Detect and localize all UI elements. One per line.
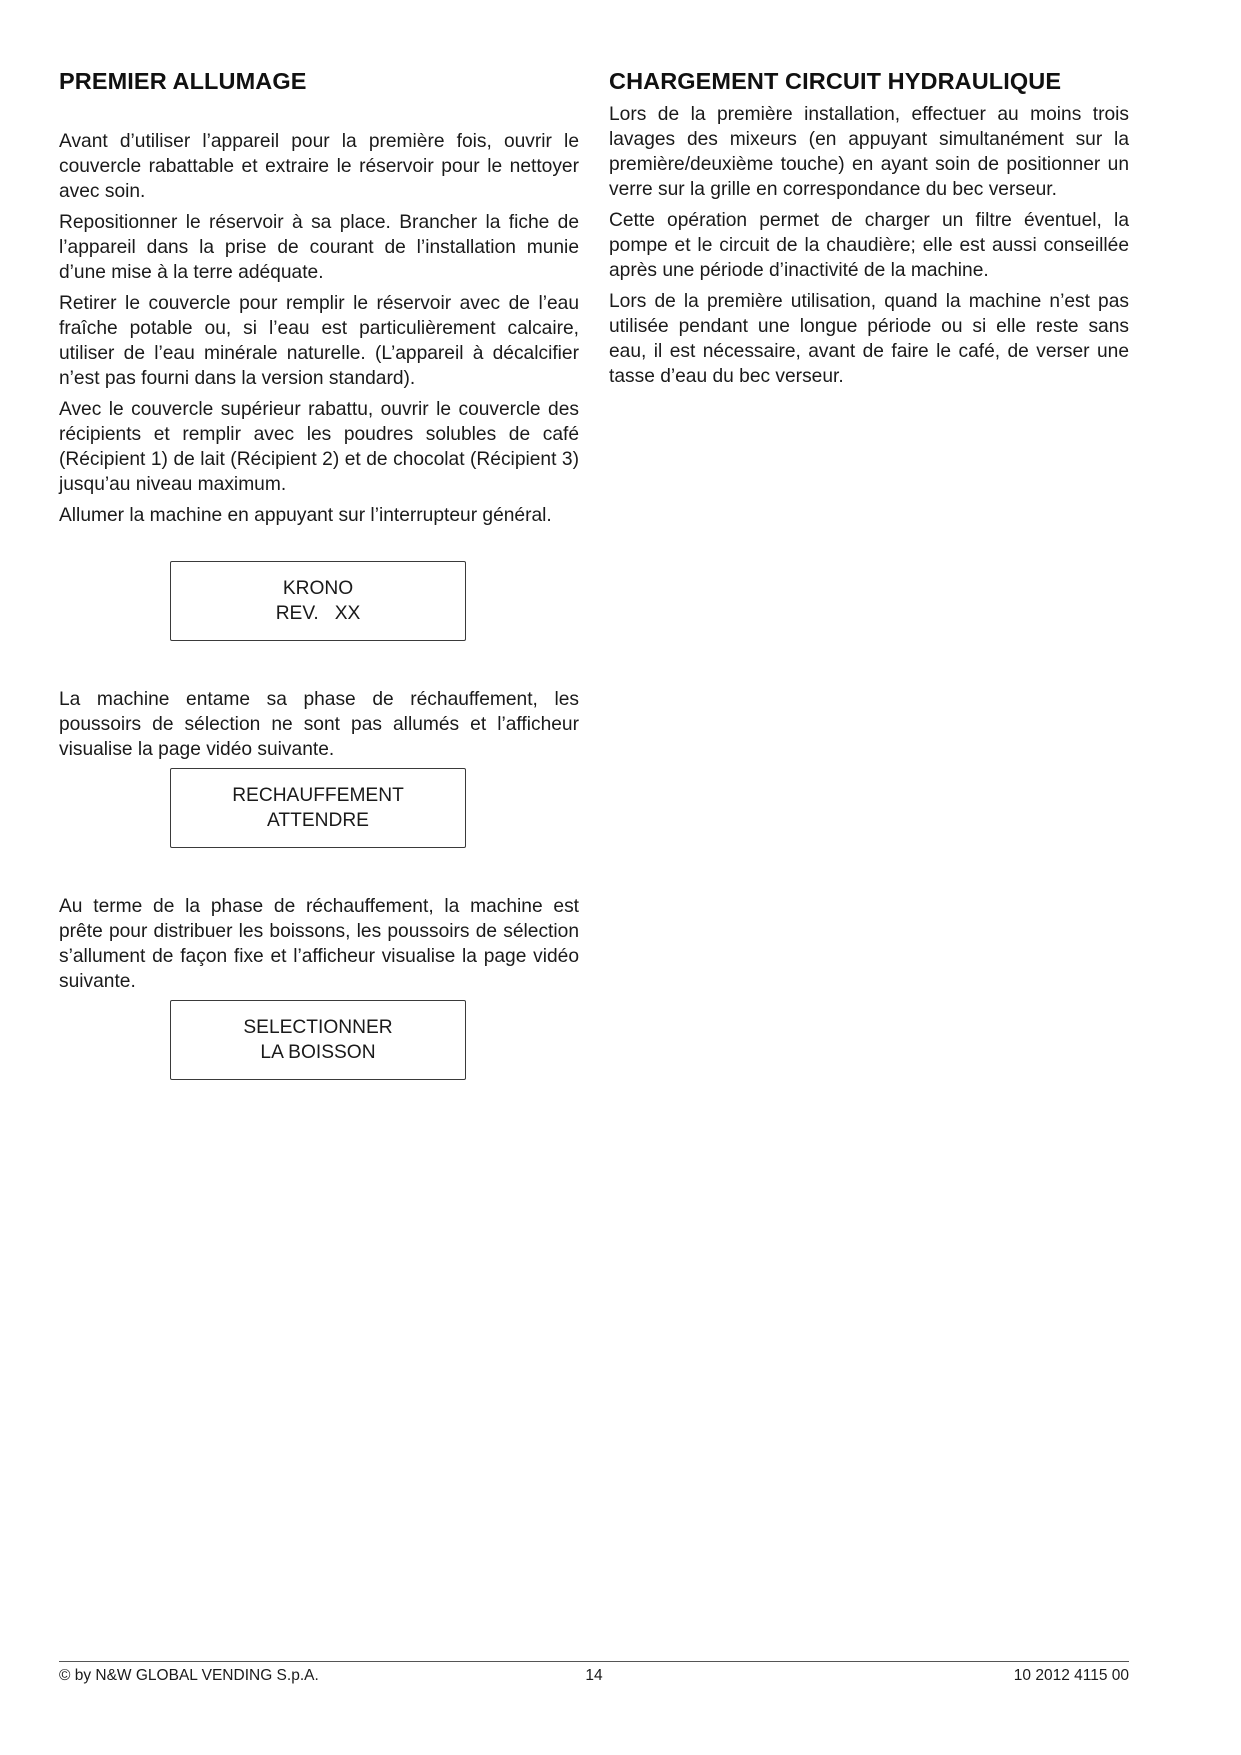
paragraph: La machine entame sa phase de réchauffement, les poussoirs de sélection ne sont pas allumés et l’afficheur visualise la page vidéo suivante. [59, 689, 579, 760]
display-screen-rechauffement [170, 768, 466, 848]
paragraph: Repositionner le réservoir à sa place. Brancher la fiche de l’appareil dans la prise de courant de l’installation munie d’une mise à la terre adéquate. [59, 212, 579, 283]
display-line: LA BOISSON [260, 1042, 376, 1063]
display-line: RECHAUFFEMENT [232, 785, 404, 806]
right-column [609, 64, 1129, 395]
display-screen-selectionner [170, 1000, 466, 1080]
page-footer [59, 1661, 1129, 1686]
left-column [59, 64, 579, 1080]
section-title-chargement-circuit: CHARGEMENT CIRCUIT HYDRAULIQUE [609, 68, 1062, 94]
paragraph: Avant d’utiliser l’appareil pour la première fois, ouvrir le couvercle rabattable et extraire le réservoir pour le nettoyer avec soin. [59, 131, 579, 202]
display-line: REV. XX [275, 603, 361, 624]
display-line: KRONO [282, 578, 354, 599]
page-number: 14 [585, 1667, 603, 1684]
paragraph: Lors de la première utilisation, quand la machine n’est pas utilisée pendant une longue période ou si elle reste sans eau, il est nécessaire, avant de faire le café, de verser une tasse d’eau du bec verseur. [609, 291, 1129, 387]
paragraph: Allumer la machine en appuyant sur l’interrupteur général. [59, 505, 552, 526]
display-line: ATTENDRE [267, 810, 369, 831]
display-line: SELECTIONNER [243, 1017, 393, 1038]
footer-doc-code: 10 2012 4115 00 [1013, 1667, 1129, 1684]
paragraph: Au terme de la phase de réchauffement, la machine est prête pour distribuer les boissons, les poussoirs de sélection s’allument de façon fixe et l’afficheur visualise la page vidéo suivante. [59, 896, 579, 992]
display-screen-krono [170, 561, 466, 641]
paragraph: Retirer le couvercle pour remplir le réservoir avec de l’eau fraîche potable ou, si l’eau est particulièrement calcaire, utiliser de l’eau minérale naturelle. (L’appareil à décalcifier n’est pas fourni dans la version standard). [59, 293, 579, 389]
section-title-premier-allumage: PREMIER ALLUMAGE [59, 68, 307, 94]
paragraph: Avec le couvercle supérieur rabattu, ouvrir le couvercle des récipients et remplir avec les poudres solubles de café (Récipient 1) de lait (Récipient 2) et de chocolat (Récipient 3) jusqu’au niveau maximum. [59, 399, 579, 495]
footer-copyright: © by N&W GLOBAL VENDING S.p.A. [59, 1667, 319, 1684]
paragraph: Lors de la première installation, effectuer au moins trois lavages des mixeurs (en appuyant simultanément sur la première/deuxième touche) en ayant soin de positionner un verre sur la grille en correspondance du bec verseur. [609, 104, 1129, 200]
paragraph: Cette opération permet de charger un filtre éventuel, la pompe et le circuit de la chaudière; elle est aussi conseillée après une période d’inactivité de la machine. [609, 210, 1129, 281]
